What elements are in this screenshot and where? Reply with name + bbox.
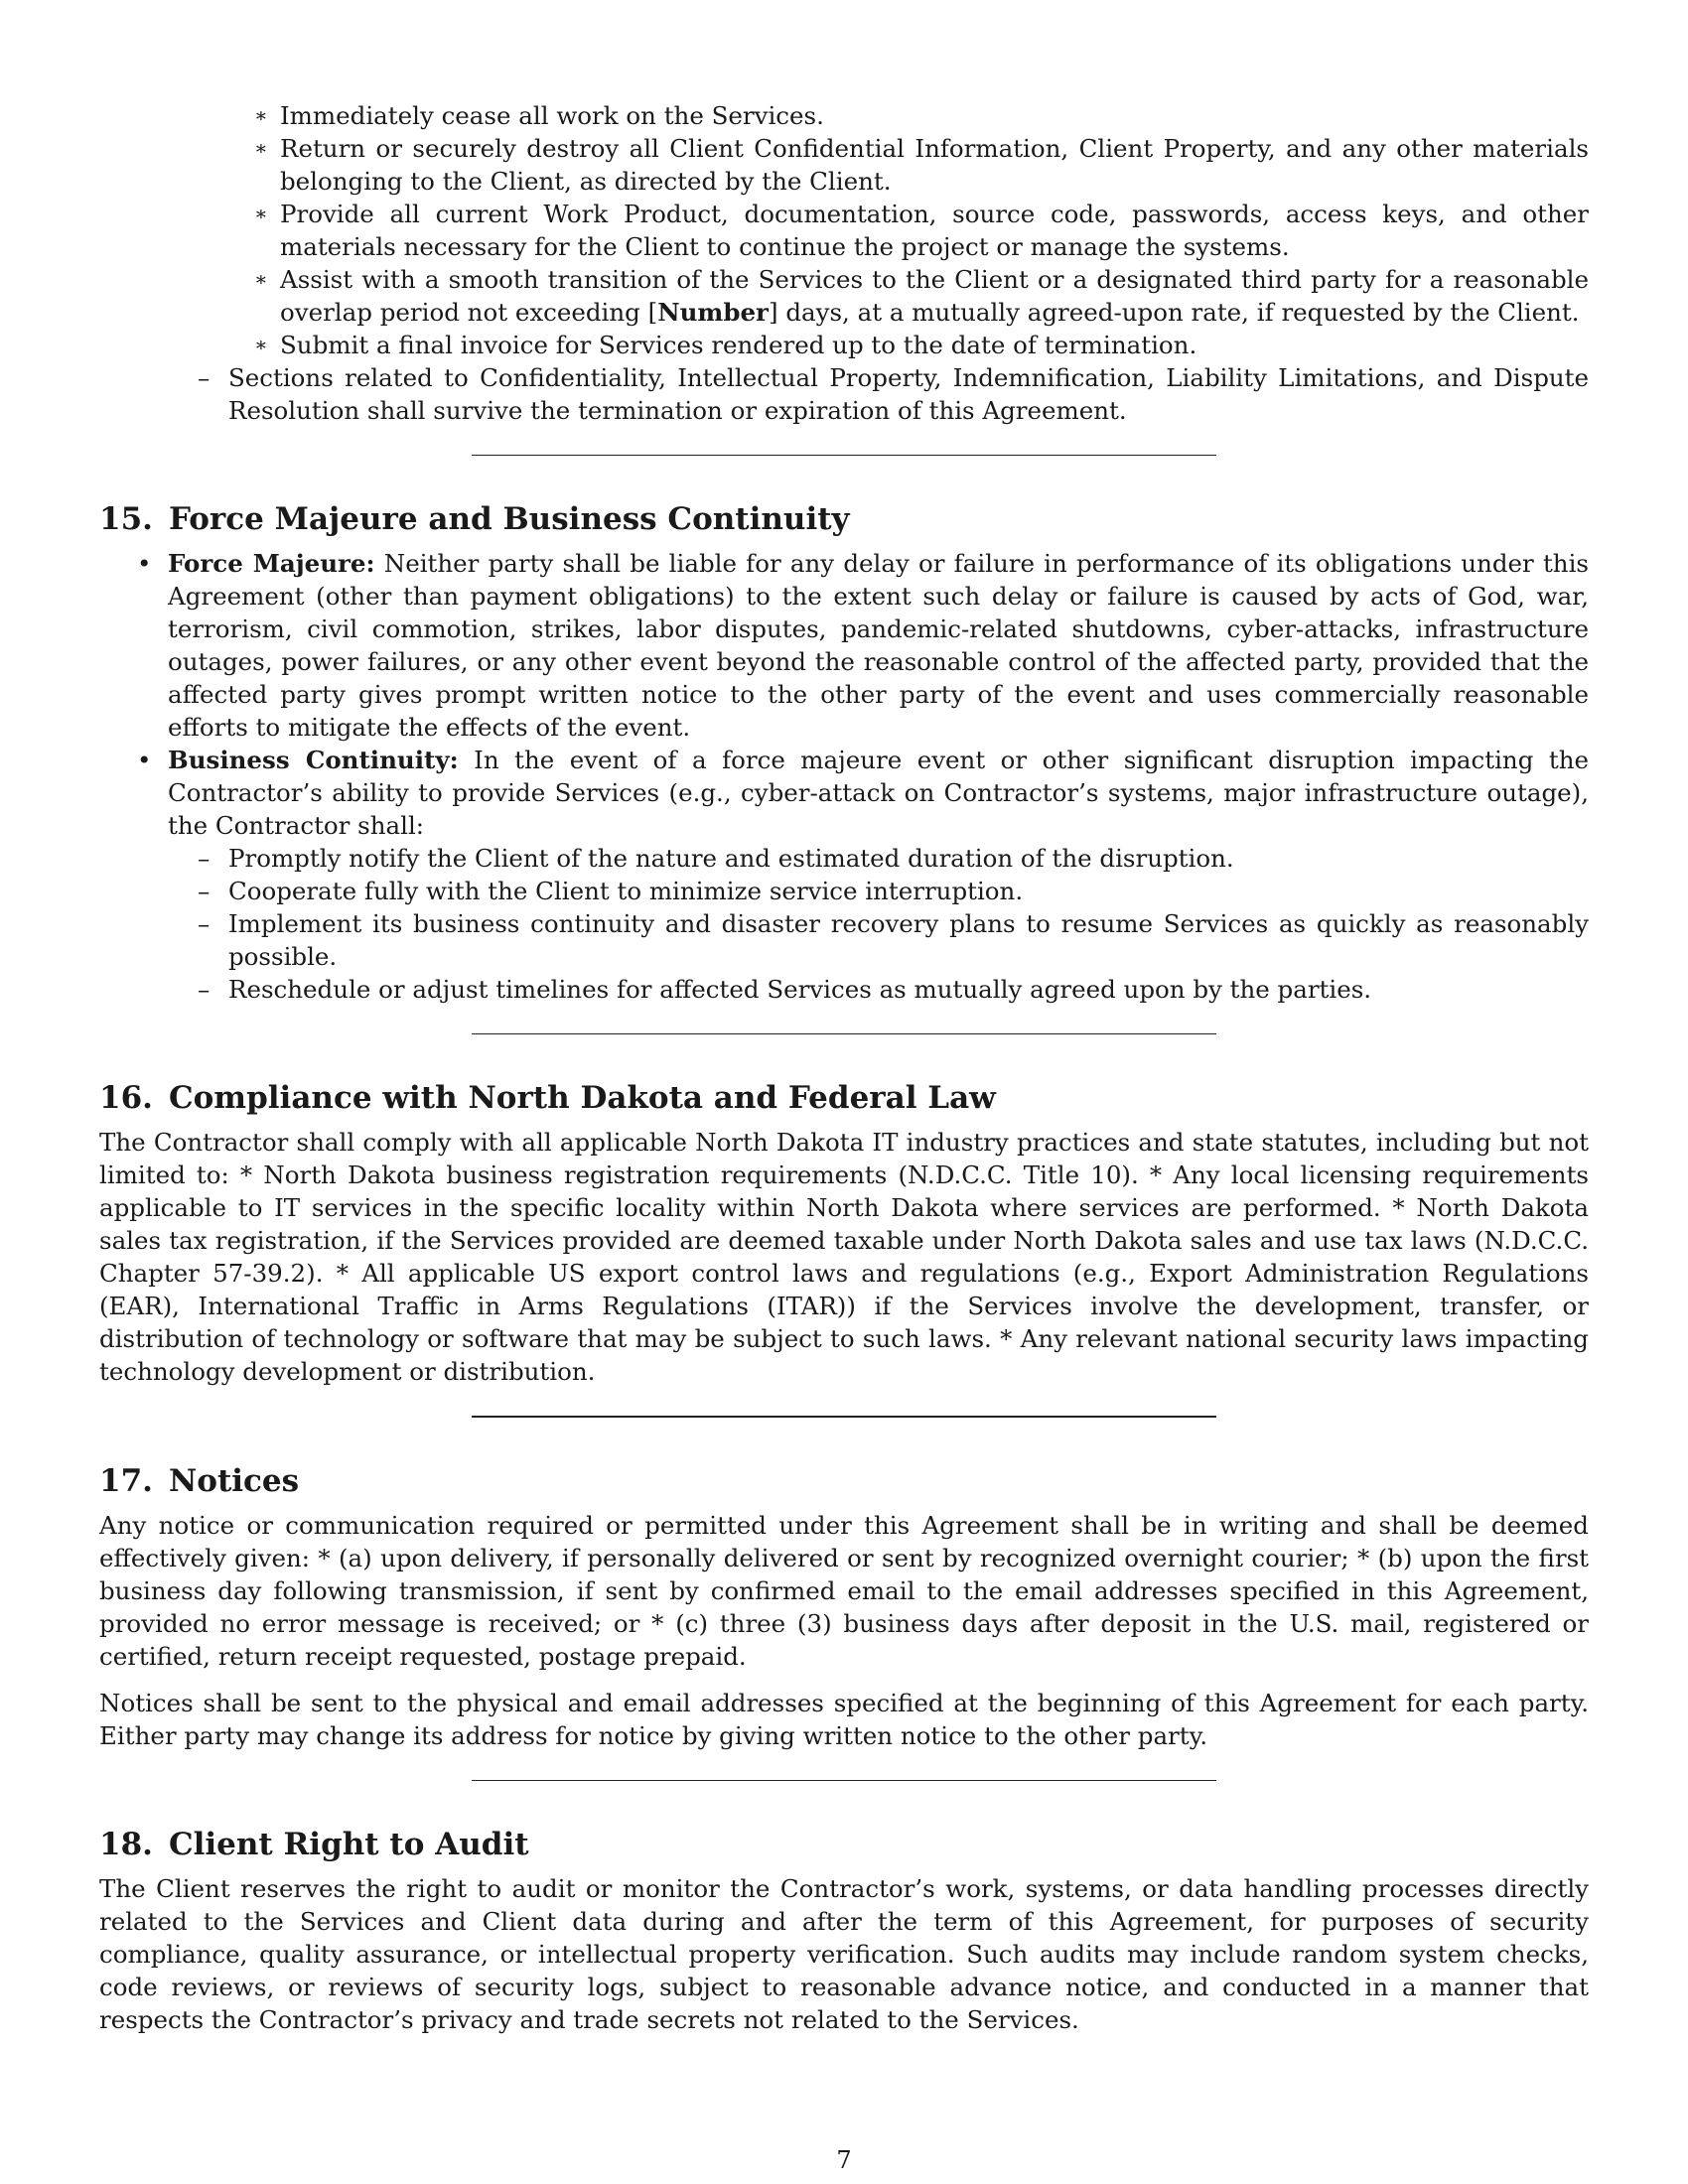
business-continuity-sublist — [168, 842, 1589, 1006]
section-heading-16: 16. Compliance with North Dakota and Federal Law — [99, 1080, 996, 1116]
page-number: 7 — [836, 2146, 852, 2174]
audit-paragraph: The Client reserves the right to audit or monitor the Contractor’s work, systems, or data handling processes directly related to the Services and Client data during and after the term of this Agreement, for purposes of security compliance, quality assurance, or intellectual property verification. Such audits may include random system checks, code reviews, or reviews of security logs, subject to reasonable advance notice, and conducted in a manner that respects the Contractor’s privacy and trade secrets not related to the Services. — [99, 1874, 1589, 2034]
dash-marker: – — [198, 363, 211, 392]
asterisk-marker: ∗ — [254, 136, 268, 160]
list-item: – Promptly notify the Client of the nature and estimated duration of the disruption. — [198, 844, 1234, 873]
list-item: – Implement its business continuity and disaster recovery plans to resume Services as quickly as reasonably possible. — [198, 909, 1589, 971]
list-item: – Sections related to Confidentiality, Intellectual Property, Indemnification, Liability Limitations, and Dispute Resolution shall survive the termination or expiration of this Agreement. — [198, 363, 1589, 425]
dash-marker: – — [198, 975, 211, 1004]
list-item: ∗ Submit a final invoice for Services rendered up to the date of termination. — [254, 331, 1197, 359]
dash-marker: – — [198, 844, 211, 873]
section-heading-18: 18. Client Right to Audit — [99, 1827, 529, 1862]
asterisk-marker: ∗ — [254, 333, 268, 356]
section-heading-15: 15. Force Majeure and Business Continuity — [99, 501, 850, 537]
bullet-marker: • — [137, 746, 152, 774]
termination-steps-list — [228, 99, 1589, 361]
page-content — [99, 99, 1589, 2036]
section-divider — [472, 1780, 1216, 1781]
list-item-force-majeure: • Force Majeure: Neither party shall be liable for any delay or failure in performance of its obligations under this Agreement (other than payment obligations) to the extent such delay or failure is caused by acts of God, war, terrorism, civil commotion, strikes, labor disputes, pandemic-related shutdowns, cyber-attacks, infrastructure outages, power failures, or any other event beyond the reasonable control of the affected party, provided that the affected party gives prompt written notice to the other party of the event and uses commercially reasonable efforts to mitigate the effects of the event. — [137, 549, 1589, 742]
asterisk-marker: ∗ — [254, 267, 268, 291]
asterisk-marker: ∗ — [254, 202, 268, 225]
list-item: ∗ Immediately cease all work on the Services. — [254, 101, 824, 130]
list-item: – Cooperate fully with the Client to minimize service interruption. — [198, 877, 1024, 905]
notices-paragraph-2: Notices shall be sent to the physical and email addresses specified at the beginning of this Agreement for each party. Either party may change its address for notice by giving written notice to the other party. — [99, 1689, 1589, 1750]
section-divider — [472, 455, 1216, 456]
section-divider — [472, 1416, 1216, 1418]
list-item: – Reschedule or adjust timelines for affected Services as mutually agreed upon by the parties. — [198, 975, 1372, 1004]
list-item: ∗ Return or securely destroy all Client Confidential Information, Client Property, and any other materials belonging to the Client, as directed by the Client. — [254, 134, 1589, 196]
notices-paragraph: Any notice or communication required or permitted under this Agreement shall be in writing and shall be deemed effectively given: * (a) upon delivery, if personally delivered or sent by recognized overnight courier; * (b) upon the first business day following transmission, if sent by confirmed email to the email addresses specified in this Agreement, provided no error message is received; or * (c) three (3) business days after deposit in the U.S. mail, registered or certified, return receipt requested, postage prepaid. — [99, 1511, 1589, 1671]
compliance-paragraph: The Contractor shall comply with all applicable North Dakota IT industry practices and state statutes, including but not limited to: * North Dakota business registration requirements (N.D.C.C. Title 10). * Any local licensing requirements applicable to IT services in the specific locality within North Dakota where services are performed. * North Dakota sales tax registration, if the Services provided are deemed taxable under North Dakota sales and use tax laws (N.D.C.C. Chapter 57-39.2). * All applicable US export control laws and regulations (e.g., Export Administration Regulations (EAR), International Traffic in Arms Regulations (ITAR)) if the Services involve the development, transfer, or distribution of technology or software that may be subject to such laws. * Any relevant national security laws impacting technology development or distribution. — [99, 1128, 1589, 1386]
section-divider — [472, 1033, 1216, 1034]
bullet-marker: • — [137, 549, 152, 578]
force-majeure-list — [99, 547, 1589, 1006]
list-item: ∗ Assist with a smooth transition of the Services to the Client or a designated third party for a reasonable overlap period not exceeding [Number] days, at a mutually agreed-upon rate, if requested by the Client. — [254, 265, 1589, 327]
list-item-business-continuity: • Business Continuity: In the event of a force majeure event or other significant disruption impacting the Contractor’s ability to provide Services (e.g., cyber-attack on Contractor’s systems, major infrastructure outage), the Contractor shall: – Promptly notify the Client of the nature and estimated duration of the disruption. – Cooperate fully with the Client to minimize service interruption. – Implement its business continuity and disaster recovery plans to resume Services as quickly as reasonably possible. – Reschedule or adjust timelines for affected Services as mutually agreed upon by the parties. — [137, 746, 1589, 1004]
survival-list — [168, 361, 1589, 427]
dash-marker: – — [198, 909, 211, 938]
dash-marker: – — [198, 877, 211, 905]
list-item: ∗ Provide all current Work Product, documentation, source code, passwords, access keys, and other materials necessary for the Client to continue the project or manage the systems. — [254, 200, 1589, 261]
asterisk-marker: ∗ — [254, 103, 268, 127]
section-heading-17: 17. Notices — [99, 1463, 300, 1499]
